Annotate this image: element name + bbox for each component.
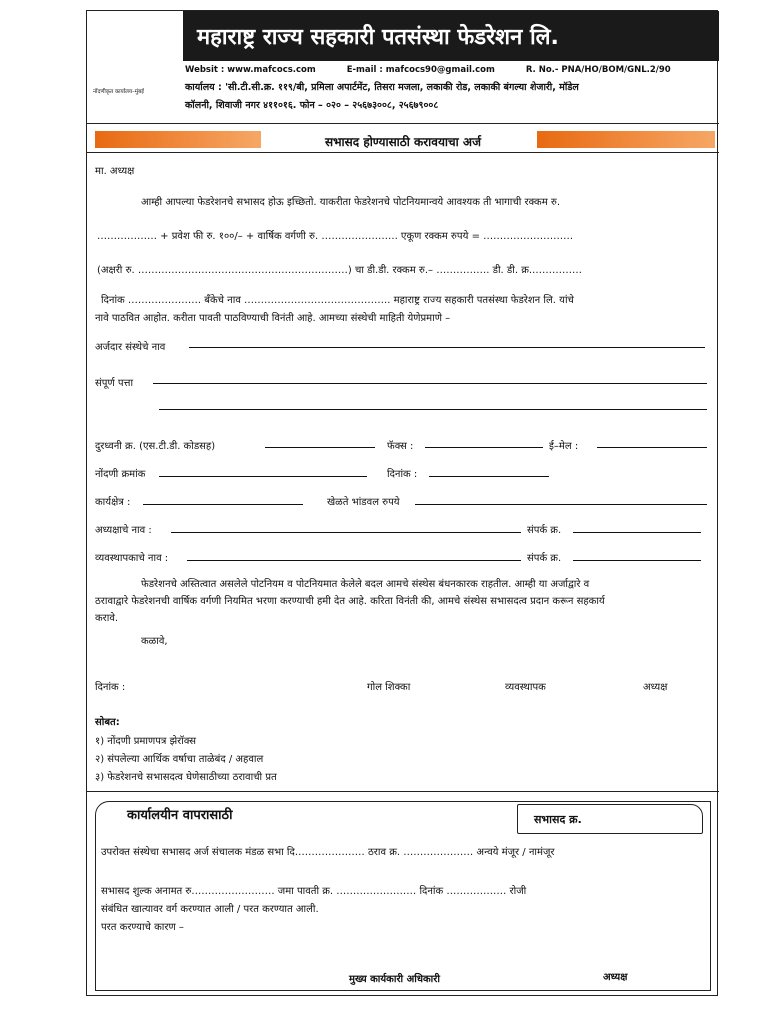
- capital-label: खेळते भांडवल रुपये: [327, 497, 400, 508]
- office-use-title: कार्यालयीन वापरासाठी: [127, 808, 233, 823]
- address-label: संपूर्ण पत्ता: [95, 378, 134, 389]
- address-line-1: कार्यालय : 'सी.टी.सी.क्र. ११९/बी, प्रमिला अपार्टमेंट, तिसरा मजला, लकाकी रोड, लकाकी बंगल्या शेजारी, मॉडेल: [185, 82, 579, 93]
- request-line: नावे पाठवित आहोत. करीता पावती पाठविण्याची विनंती आहे. आमच्या संस्थेची माहिती येणेप्रमाणे –: [95, 313, 451, 324]
- manager-label: व्यवस्थापकाचे नाव :: [95, 553, 169, 564]
- amount-words-line[interactable]: (अक्षरी रु. ………………………………………………………) चा डी.डी. रक्कम रु.– ……………. डी. डी. क्र.……………: [97, 265, 583, 276]
- logo-caption: नोंदणीकृत कार्यालय–मुंबई: [93, 89, 144, 95]
- member-number-label: सभासद क्र.: [534, 813, 582, 826]
- enclosures-title: सोबत:: [95, 717, 120, 728]
- office-address: [185, 79, 715, 115]
- manager-name-field[interactable]: [187, 560, 521, 561]
- transfer-line: संबंधित खात्यावर वर्ग करण्यात आली / परत करण्यात आली.: [101, 904, 319, 915]
- regno-field[interactable]: [159, 476, 367, 477]
- chairman-contact-label: संपर्क क्र.: [527, 525, 562, 536]
- regdate-field[interactable]: [429, 476, 549, 477]
- address-line-2: कॉलनी, शिवाजी नगर ४११०१६. फोन – ०२० – २५६७३००८, २५६७९००८: [185, 100, 439, 111]
- member-number-box[interactable]: [517, 804, 703, 834]
- enclosure-item: ३) फेडरेशनचे सभासदत्व घेणेसाठीच्या ठरावाची प्रत: [95, 772, 277, 783]
- email-text: E-mail : mafcocs90@gmail.com: [346, 65, 495, 75]
- regdate-label: दिनांक :: [387, 469, 418, 480]
- chairman-contact-field[interactable]: [573, 532, 701, 533]
- fax-field[interactable]: [425, 447, 543, 448]
- regno-label: नोंदणी क्रमांक: [95, 469, 146, 480]
- manager-signature-label: व्यवस्थापक: [505, 682, 546, 693]
- website-text: Websit : www.mafcocs.com: [185, 65, 316, 75]
- registration-number: R. No.- PNA/HO/BOM/GNL.2/90: [525, 65, 671, 75]
- approval-line[interactable]: उपरोक्त संस्थेचा सभासद अर्ज संचालक मंडळ सभा दि………………… ठराव क्र. ………………… अन्वये मंजूर / नामंजूर: [101, 847, 555, 858]
- header-divider: [87, 123, 719, 124]
- enclosure-item: २) संपलेल्या आर्थिक वर्षाचा ताळेबंद / अहवाल: [95, 754, 264, 765]
- bank-line[interactable]: दिनांक …………………. बँकेचे नाव …………………………………….. महाराष्ट्र राज्य सहकारी पतसंस्था फेडरेशन लि. यांचे: [101, 295, 574, 306]
- intro-text: आम्ही आपल्या फेडरेशनचे सभासद होऊ इच्छितो. याकरीता फेडरेशनचे पोटनियमान्वये आवश्यक ती भागाची रक्कम रु.: [141, 197, 561, 208]
- email-label: ई–मेल :: [549, 441, 579, 452]
- applicant-name-field[interactable]: [189, 347, 705, 348]
- deposit-line[interactable]: सभासद शुल्क अनामत रु.…………………… जमा पावती क्र. …………………… दिनांक ……………… रोजी: [101, 886, 527, 897]
- office-section-divider: [87, 791, 719, 792]
- email-field[interactable]: [597, 447, 707, 448]
- chairman-name-field[interactable]: [171, 532, 521, 533]
- federation-title: महाराष्ट्र राज्य सहकारी पतसंस्था फेडरेशन लि.: [183, 11, 719, 61]
- undertaking-line-3: करावे.: [95, 613, 119, 624]
- signature-date-label: दिनांक :: [95, 682, 126, 693]
- office-chairman-signature-label: अध्यक्ष: [603, 972, 628, 983]
- closing-text: कळावे,: [141, 636, 168, 647]
- fax-label: फॅक्स :: [387, 441, 414, 452]
- application-form-page: [86, 10, 718, 996]
- address-field-1[interactable]: [153, 383, 707, 384]
- address-field-2[interactable]: [159, 409, 707, 410]
- applicant-label: अर्जदार संस्थेचे नाव: [95, 342, 166, 353]
- form-title: सभासद होण्यासाठी करावयाचा अर्ज: [325, 135, 481, 149]
- seal-label: गोल शिक्का: [367, 682, 411, 693]
- contact-line: [185, 65, 671, 75]
- undertaking-line-1: फेडरेशनचे अस्तित्वात असलेले पोटनियम व पोटनियमात केलेले बदल आमचे संस्थेस बंधनकारक राहतील. आम्ही या अर्जाद्वारे व: [141, 579, 590, 590]
- fee-line[interactable]: ……………… + प्रवेश फी रु. १००/– + वार्षिक वर्गणी रु. ………………….. एकूण रक्कम रुपये = ………………………: [97, 231, 574, 242]
- phone-field[interactable]: [265, 447, 375, 448]
- manager-contact-label: संपर्क क्र.: [527, 553, 562, 564]
- enclosure-item: १) नोंदणी प्रमाणपत्र झेरॉक्स: [95, 736, 196, 747]
- capital-field[interactable]: [415, 504, 707, 505]
- logo-area: [87, 11, 183, 123]
- chairman-label: अध्यक्षाचे नाव :: [95, 525, 152, 536]
- chairman-signature-label: अध्यक्ष: [643, 682, 668, 693]
- undertaking-line-2: ठरावाद्वारे फेडरेशनची वार्षिक वर्गणी नियमित भरणा करण्याची हमी देत आहे. करिता विनंती की, आमचे संस्थेस सभासदत्व प्रदान करून सहकार्य: [95, 596, 605, 607]
- phone-label: दुरध्वनी क्र. (एस.टी.डी. कोडसह): [95, 441, 216, 452]
- area-label: कार्यक्षेत्र :: [95, 497, 131, 508]
- undertaking-paragraph: [95, 576, 715, 627]
- manager-contact-field[interactable]: [573, 560, 701, 561]
- salutation: मा. अध्यक्ष: [95, 166, 135, 177]
- ceo-signature-label: मुख्य कार्यकारी अधिकारी: [349, 974, 440, 985]
- title-divider: [87, 152, 719, 153]
- area-field[interactable]: [143, 504, 303, 505]
- return-reason-label: परत करण्याचे कारण –: [101, 922, 184, 933]
